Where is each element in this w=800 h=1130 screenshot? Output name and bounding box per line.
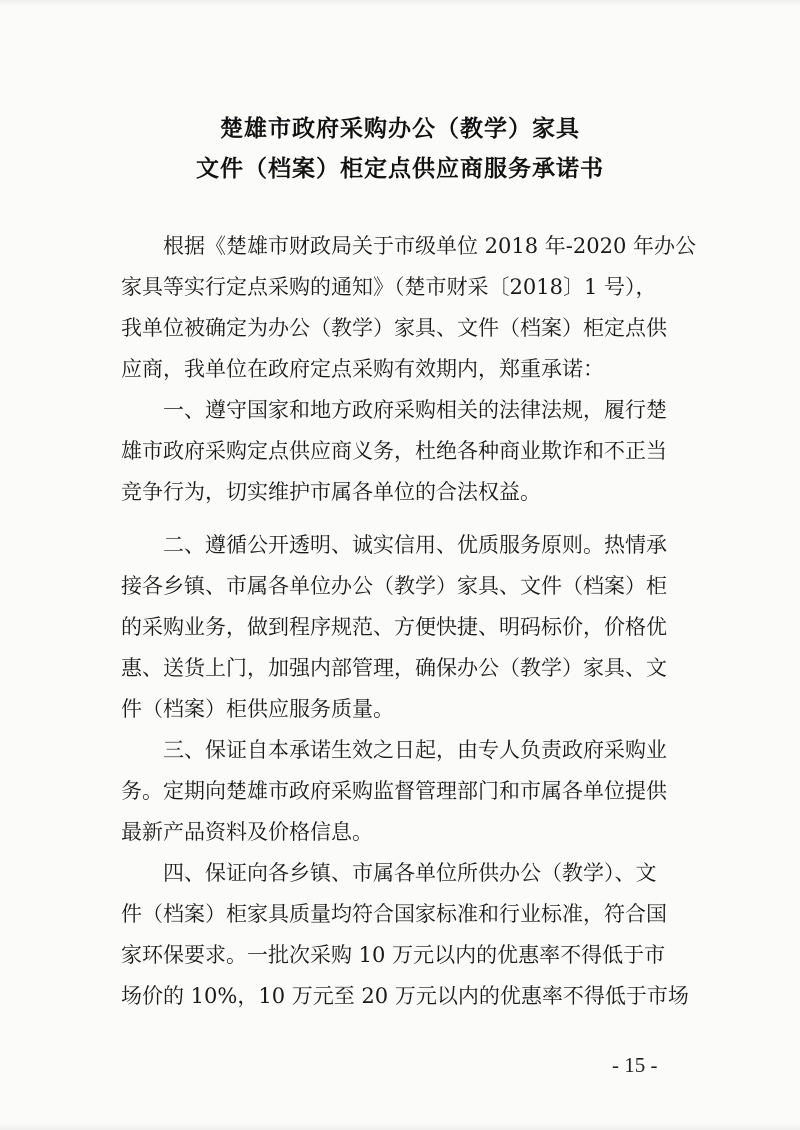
paragraph-3-line-1: 二、遵循公开透明、诚实信用、优质服务原则。热情承 xyxy=(163,533,667,557)
paragraph-3-line-5: 件（档案）柜供应服务质量。 xyxy=(121,697,394,721)
document-title-line-2: 文件（档案）柜定点供应商服务承诺书 xyxy=(196,156,604,182)
paragraph-1-line-4: 应商，我单位在政府定点采购有效期内，郑重承诺： xyxy=(121,357,604,381)
paragraph-3-line-3: 的采购业务，做到程序规范、方便快捷、明码标价，价格优 xyxy=(121,615,667,639)
scan-edge-top xyxy=(0,0,800,6)
paragraph-1-line-3: 我单位被确定为办公（教学）家具、文件（档案）柜定点供 xyxy=(121,316,667,340)
paragraph-3-line-4: 惠、送货上门，加强内部管理，确保办公（教学）家具、文 xyxy=(121,656,667,680)
paragraph-5-line-3: 家环保要求。一批次采购 10 万元以内的优惠率不得低于市 xyxy=(121,943,666,967)
paragraph-3-line-2: 接各乡镇、市属各单位办公（教学）家具、文件（档案）柜 xyxy=(121,574,667,598)
paragraph-5-line-2: 件（档案）柜家具质量均符合国家标准和行业标准，符合国 xyxy=(121,902,667,926)
paragraph-1-line-1: 根据《楚雄市财政局关于市级单位 2018 年-2020 年办公 xyxy=(163,234,697,258)
document-title-line-1: 楚雄市政府采购办公（教学）家具 xyxy=(220,116,580,142)
paragraph-2-line-2: 雄市政府采购定点供应商义务，杜绝各种商业欺诈和不正当 xyxy=(121,439,667,463)
paragraph-4-line-3: 最新产品资料及价格信息。 xyxy=(121,820,373,844)
page-number: - 15 - xyxy=(612,1053,658,1077)
paragraph-5-line-4: 场价的 10%，10 万元至 20 万元以内的优惠率不得低于市场 xyxy=(121,984,689,1008)
paragraph-1-line-2: 家具等实行定点采购的通知》（楚市财采〔2018〕1 号）， xyxy=(121,275,657,299)
scan-edge-bottom xyxy=(0,1124,800,1130)
paragraph-2-line-3: 竞争行为，切实维护市属各单位的合法权益。 xyxy=(121,480,541,504)
paragraph-2-line-1: 一、遵守国家和地方政府采购相关的法律法规，履行楚 xyxy=(163,398,667,422)
paragraph-4-line-2: 务。定期向楚雄市政府采购监督管理部门和市属各单位提供 xyxy=(121,779,667,803)
paragraph-5-line-1: 四、保证向各乡镇、市属各单位所供办公（教学）、文 xyxy=(163,861,657,885)
paragraph-4-line-1: 三、保证自本承诺生效之日起，由专人负责政府采购业 xyxy=(163,738,667,762)
